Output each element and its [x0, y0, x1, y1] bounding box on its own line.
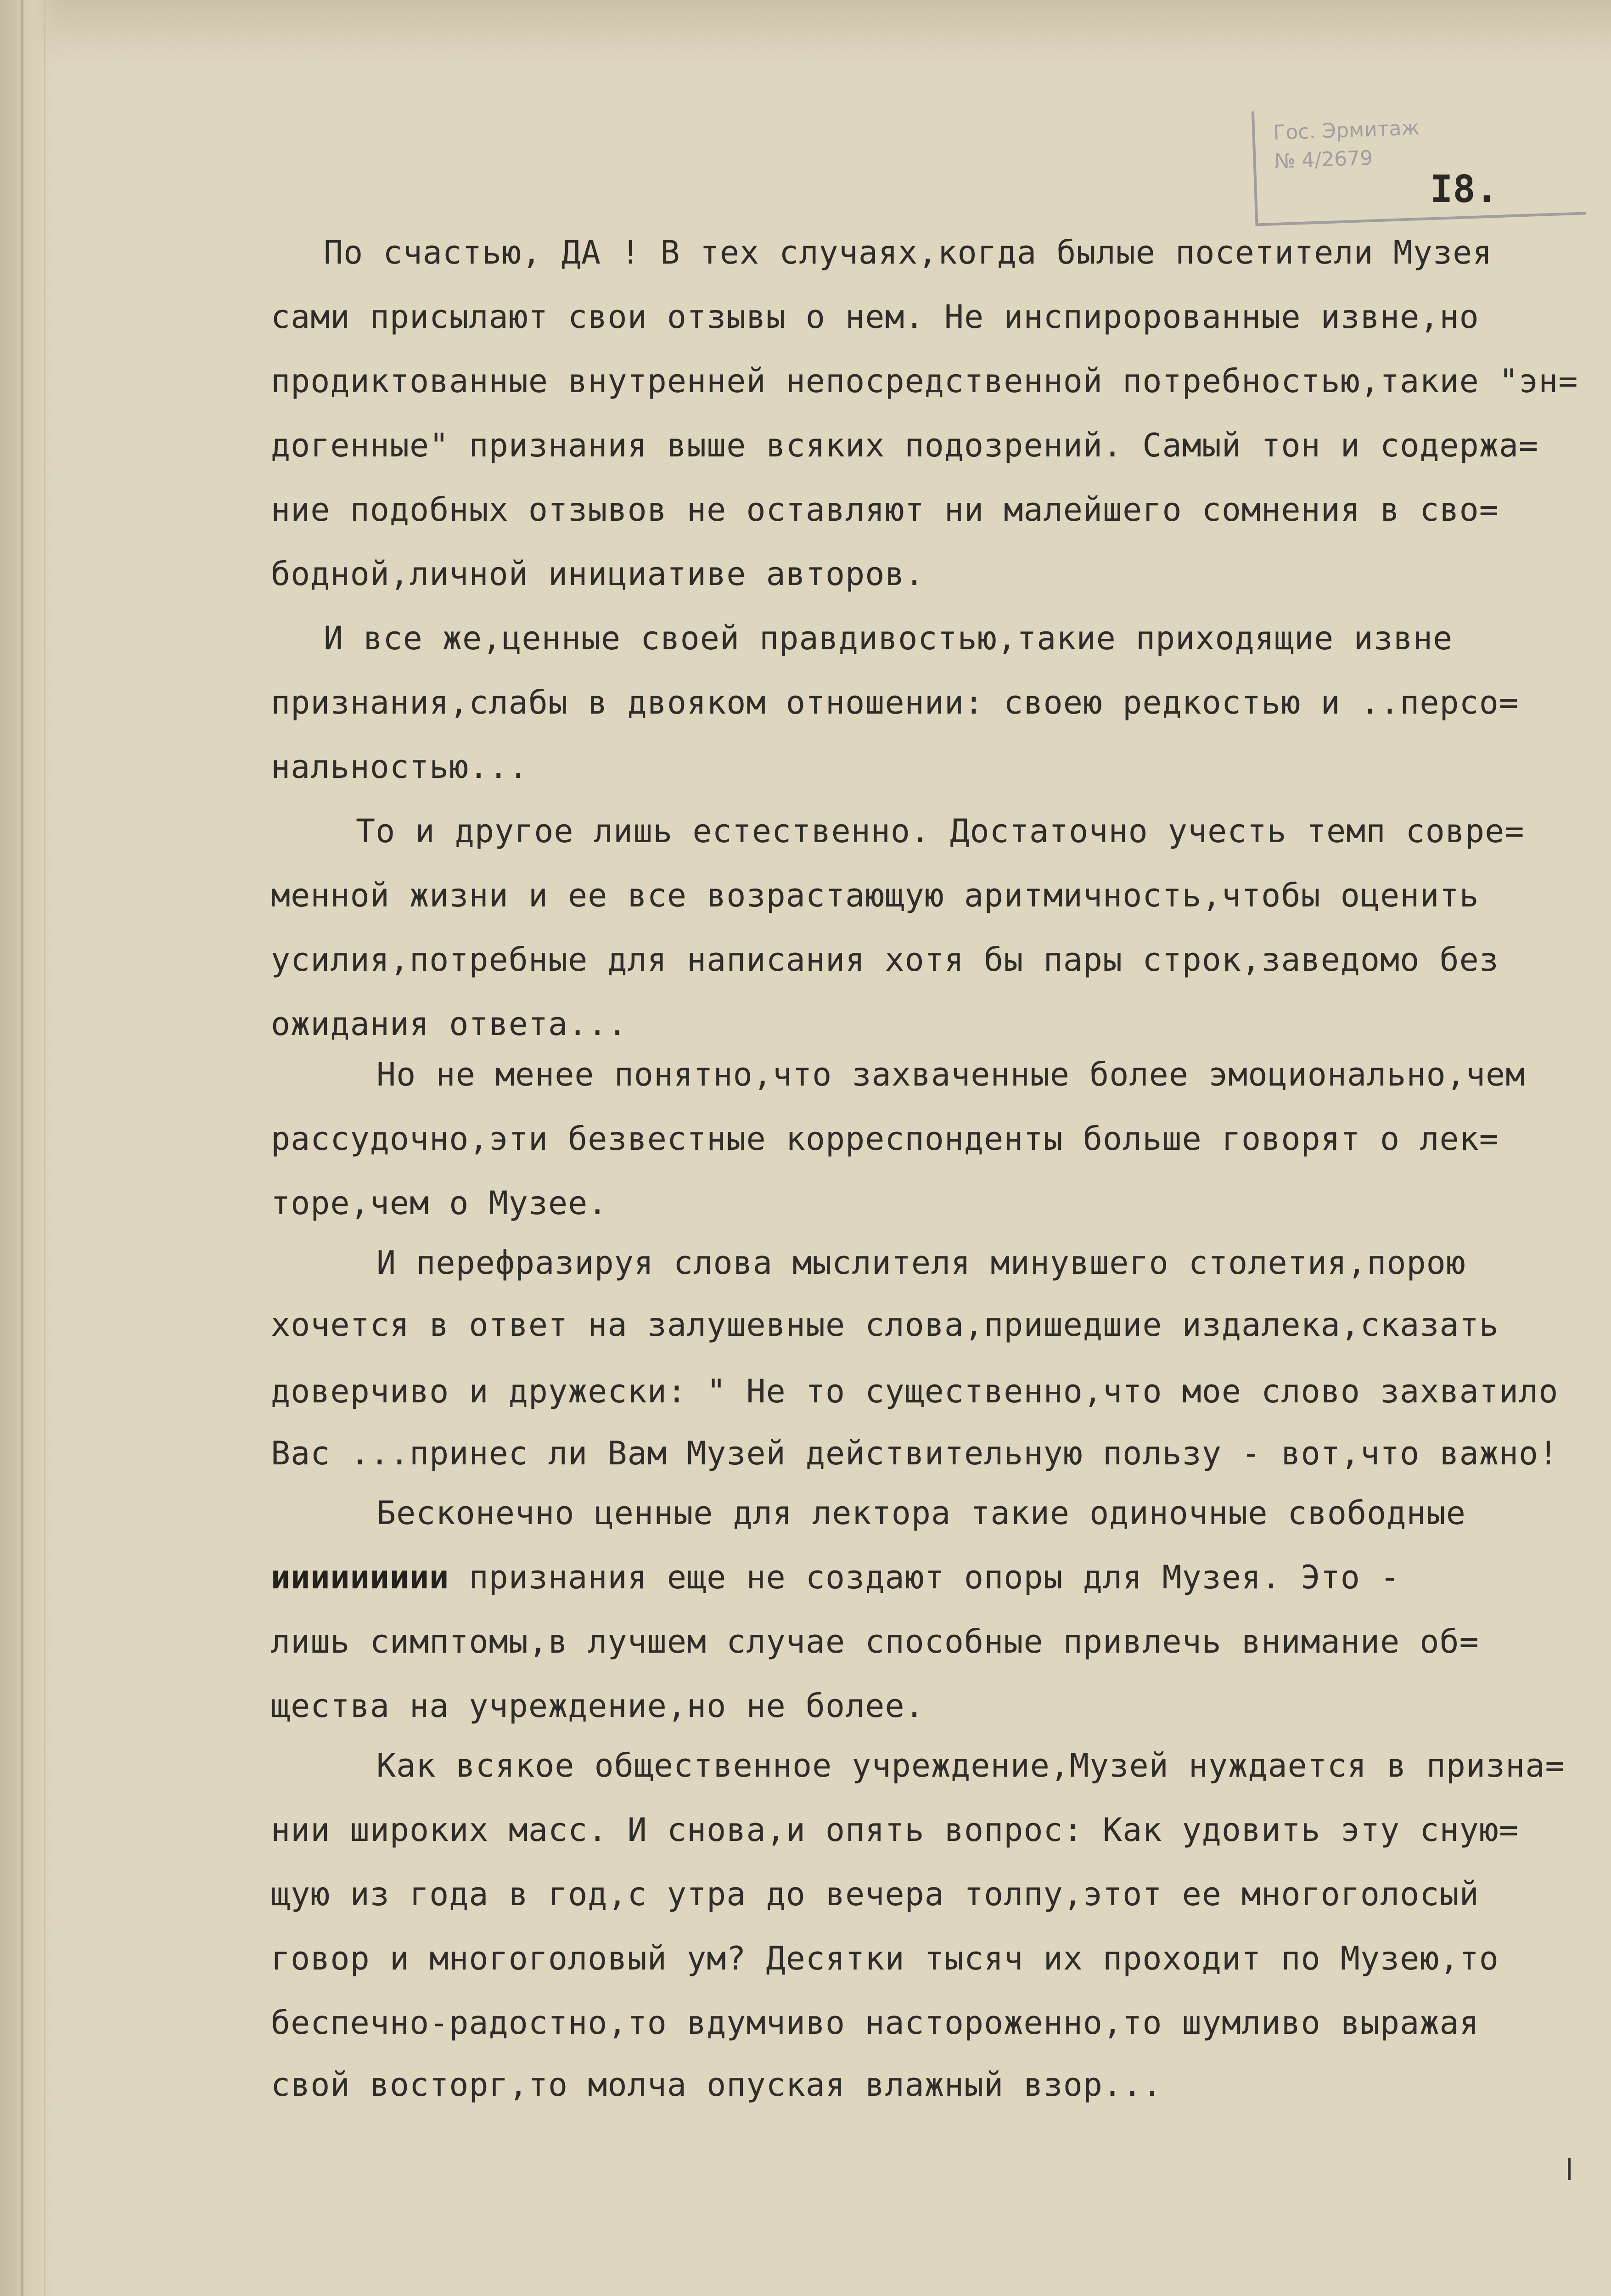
text-line: Бесконечно ценные для лектора такие одиночные свободные [376, 1494, 1466, 1532]
text-line: говор и многоголовый ум? Десятки тысяч их проходит по Музею,то [271, 1940, 1499, 1977]
binding-fold [21, 0, 23, 2296]
stamp-line: Гос. Эрмитаж [1273, 116, 1420, 145]
text-line-rest: признания еще не создают опоры для Музея. Это - [469, 1559, 1400, 1596]
text-line: щества на учреждение,но не более. [271, 1687, 925, 1725]
archive-stamp [1252, 100, 1586, 226]
text-line: рассудочно,эти безвестные корреспонденты больше говорят о лек= [271, 1120, 1499, 1158]
text-line: признания,слабы в двояком отношении: своею редкостью и ..персо= [271, 684, 1519, 721]
text-line: торе,чем о Музее. [271, 1184, 608, 1222]
margin-mark [1568, 2158, 1571, 2180]
text-line: продиктованные внутренней непосредственной потребностью,такие "эн= [271, 362, 1578, 400]
text-line: ожидания ответа... [271, 1005, 628, 1043]
text-line: сами присылают свои отзывы о нем. Не инспиророванные извне,но [271, 298, 1479, 336]
text-line: доверчиво и дружески: " Не то существенно,что мое слово захватило [271, 1373, 1559, 1410]
text-line: Но не менее понятно,что захваченные более эмоционально,чем [376, 1056, 1526, 1093]
text-line: И перефразируя слова мыслителя минувшего столетия,порою [376, 1244, 1466, 1282]
text-line: свой восторг,то молча опуская влажный взор... [271, 2066, 1162, 2104]
page-number: I8. [1430, 168, 1499, 211]
stamp-line: № 4/2679 [1274, 146, 1373, 173]
text-line: ние подобных отзывов не оставляют ни малейшего сомнения в сво= [271, 491, 1499, 529]
page-shadow-left [0, 0, 60, 2296]
text-line: Как всякое общественное учреждение,Музей нуждается в призна= [376, 1747, 1565, 1784]
text-line: хочется в ответ на залушевные слова,пришедшие издалека,сказать [271, 1306, 1499, 1344]
text-line: То и другое лишь естественно. Достаточно учесть темп совре= [356, 812, 1525, 850]
struck-overtyping: иииииииии [271, 1559, 449, 1596]
text-line: усилия,потребные для написания хотя бы пары строк,заведомо без [271, 941, 1499, 979]
page-shadow-top [0, 0, 1611, 64]
text-line: Вас ...принес ли Вам Музей действительную пользу - вот,что важно! [271, 1435, 1559, 1472]
text-line: щую из года в год,с утра до вечера толпу,этот ее многоголосый [271, 1875, 1479, 1913]
text-line: лишь симптомы,в лучшем случае способные привлечь внимание об= [271, 1623, 1479, 1660]
binding-fold-inner [44, 0, 45, 2296]
text-line [271, 1559, 1400, 1596]
text-line: догенные" признания выше всяких подозрений. Самый тон и содержа= [271, 427, 1539, 464]
text-line: нальностью... [271, 748, 528, 786]
text-line: нии широких масс. И снова,и опять вопрос: Как удовить эту сную= [271, 1811, 1519, 1849]
text-line: И все же,ценные своей правдивостью,такие приходящие извне [324, 619, 1453, 657]
text-line: менной жизни и ее все возрастающую аритмичность,чтобы оценить [271, 877, 1479, 914]
text-line: бодной,личной инициативе авторов. [271, 555, 925, 593]
text-line: беспечно-радостно,то вдумчиво настороженно,то шумливо выражая [271, 2004, 1479, 2042]
text-line: По счастью, ДА ! В тех случаях,когда былые посетители Музея [324, 234, 1493, 271]
